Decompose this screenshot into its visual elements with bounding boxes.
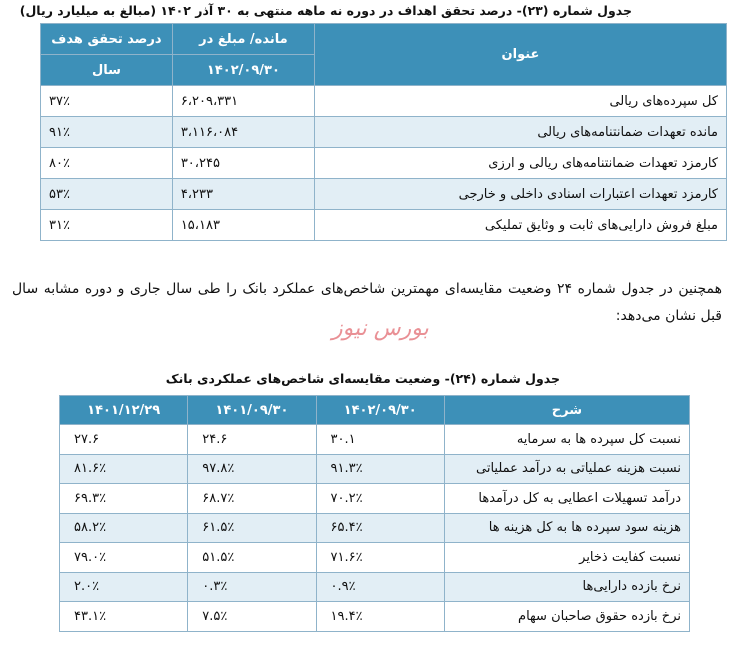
row-balance: ۴،۲۳۳	[172, 179, 314, 210]
row-value-3: ۴۳.۱٪	[60, 602, 188, 632]
row-value-1: ۱۹.۴٪	[316, 602, 444, 632]
row-value-3: ۷۹.۰٪	[60, 543, 188, 573]
row-value-2: ۵۱.۵٪	[188, 543, 316, 573]
table-row	[41, 86, 727, 117]
table2-caption: جدول شماره (۲۴)- وضعیت مقایسه‌ای شاخص‌های عملکردی بانک	[165, 371, 560, 386]
table-row	[60, 602, 690, 632]
goals-achievement-table	[40, 23, 727, 241]
header-date2: ۱۴۰۱/۰۹/۳۰	[188, 396, 316, 425]
table-row	[41, 210, 727, 241]
header-target-line1: درصد تحقق هدف	[41, 24, 173, 55]
header-target-line2: سال	[41, 55, 173, 86]
row-label: نرخ بازده دارایی‌ها	[444, 572, 689, 602]
table-row	[60, 425, 690, 455]
row-value-1: ۳۰.۱	[316, 425, 444, 455]
row-balance: ۱۵،۱۸۳	[172, 210, 314, 241]
row-value-1: ۶۵.۴٪	[316, 513, 444, 543]
row-value-2: ۶۱.۵٪	[188, 513, 316, 543]
row-value-2: ۷.۵٪	[188, 602, 316, 632]
row-value-3: ۶۹.۳٪	[60, 484, 188, 514]
row-value-2: ۲۴.۶	[188, 425, 316, 455]
row-target: ۳۷٪	[41, 86, 173, 117]
row-value-1: ۹۱.۳٪	[316, 454, 444, 484]
row-value-2: ۹۷.۸٪	[188, 454, 316, 484]
table-row	[60, 513, 690, 543]
table-row	[41, 179, 727, 210]
row-title: مبلغ فروش دارایی‌های ثابت و وثایق تملیکی	[315, 210, 727, 241]
table-row	[60, 572, 690, 602]
row-title: کارمزد تعهدات ضمانتنامه‌های ریالی و ارزی	[315, 148, 727, 179]
header-balance-line2: ۱۴۰۲/۰۹/۳۰	[172, 55, 314, 86]
table-row	[41, 117, 727, 148]
row-value-3: ۸۱.۶٪	[60, 454, 188, 484]
row-label: نرخ بازده حقوق صاحبان سهام	[444, 602, 689, 632]
row-value-1: ۷۱.۶٪	[316, 543, 444, 573]
row-target: ۵۳٪	[41, 179, 173, 210]
row-label: نسبت کفایت ذخایر	[444, 543, 689, 573]
row-value-1: ۷۰.۲٪	[316, 484, 444, 514]
row-value-2: ۶۸.۷٪	[188, 484, 316, 514]
header-balance-line1: مانده/ مبلغ در	[172, 24, 314, 55]
row-title: کل سپرده‌های ریالی	[315, 86, 727, 117]
row-label: هزینه سود سپرده ها به کل هزینه ها	[444, 513, 689, 543]
row-label: درآمد تسهیلات اعطایی به کل درآمدها	[444, 484, 689, 514]
header-description: شرح	[444, 396, 689, 425]
table-row	[60, 454, 690, 484]
table-row	[41, 148, 727, 179]
row-title: مانده تعهدات ضمانتنامه‌های ریالی	[315, 117, 727, 148]
row-target: ۸۰٪	[41, 148, 173, 179]
table1-caption: جدول شماره (۲۳)- درصد تحقق اهداف در دوره نه ماهه منتهی به ۳۰ آذر ۱۴۰۲ (مبالغ به میلیارد ریال)	[19, 3, 632, 18]
table-row	[60, 543, 690, 573]
row-balance: ۶،۲۰۹،۳۳۱	[172, 86, 314, 117]
row-target: ۹۱٪	[41, 117, 173, 148]
watermark-logo: بورس نیوز	[332, 316, 429, 341]
row-value-1: ۰.۹٪	[316, 572, 444, 602]
row-target: ۳۱٪	[41, 210, 173, 241]
body-paragraph: همچنین در جدول شماره ۲۴ وضعیت مقایسه‌ای مهمترین شاخص‌های عملکرد بانک را طی سال جاری و دوره مشابه سال قبل نشان می‌دهد:	[12, 281, 722, 324]
row-value-2: ۰.۳٪	[188, 572, 316, 602]
row-title: کارمزد تعهدات اعتبارات اسنادی داخلی و خارجی	[315, 179, 727, 210]
row-value-3: ۵۸.۲٪	[60, 513, 188, 543]
header-date3: ۱۴۰۱/۱۲/۲۹	[60, 396, 188, 425]
header-date1: ۱۴۰۲/۰۹/۳۰	[316, 396, 444, 425]
row-balance: ۳،۱۱۶،۰۸۴	[172, 117, 314, 148]
row-balance: ۳۰،۲۴۵	[172, 148, 314, 179]
table-row	[60, 484, 690, 514]
row-value-3: ۲.۰٪	[60, 572, 188, 602]
row-label: نسبت کل سپرده ها به سرمایه	[444, 425, 689, 455]
row-value-3: ۲۷.۶	[60, 425, 188, 455]
performance-indicators-table	[59, 395, 690, 632]
row-label: نسبت هزینه عملیاتی به درآمد عملیاتی	[444, 454, 689, 484]
header-title: عنوان	[315, 24, 727, 86]
